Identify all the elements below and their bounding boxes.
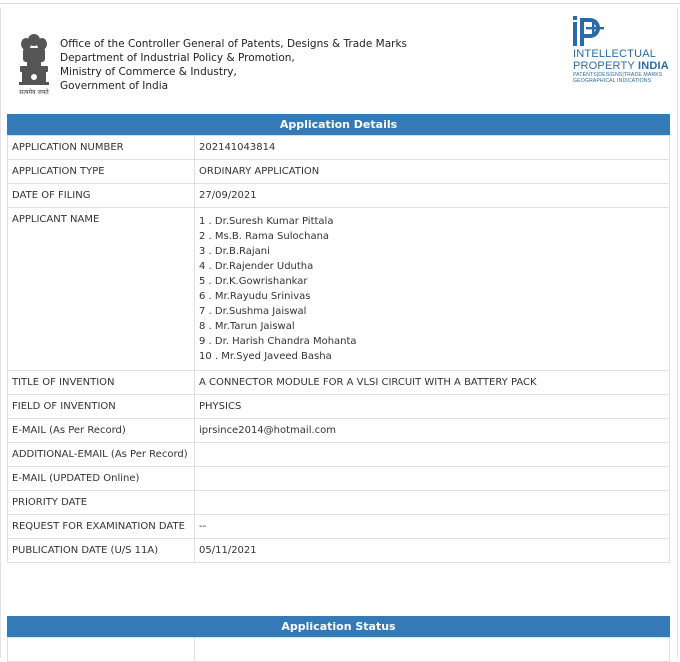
table-row [8, 160, 670, 184]
logo-line-2-plain: PROPERTY [573, 60, 638, 72]
applicant-name: 4 . Dr.Rajender Udutha [199, 261, 314, 272]
row-label: APPLICATION NUMBER [8, 136, 195, 160]
logo-line-1: INTELLECTUAL [573, 48, 657, 60]
row-label: REQUEST FOR EXAMINATION DATE [8, 515, 195, 539]
table-row [8, 467, 670, 491]
row-value: ORDINARY APPLICATION [195, 160, 670, 184]
row-value [195, 467, 670, 491]
applicant-name: 1 . Dr.Suresh Kumar Pittala [199, 216, 334, 227]
office-line: Department of Industrial Policy & Promotion, [60, 52, 295, 64]
row-value: -- [195, 515, 670, 539]
table-row [8, 395, 670, 419]
logo-line-2-bold: INDIA [637, 60, 669, 72]
logo-line-2 [573, 60, 669, 72]
table-row [8, 208, 670, 371]
application-details-title: Application Details [7, 114, 670, 135]
applicant-list [195, 208, 670, 371]
row-value: 05/11/2021 [195, 539, 670, 563]
applicant-name: 10 . Mr.Syed Javeed Basha [199, 351, 332, 362]
row-value [195, 491, 670, 515]
office-line: Ministry of Commerce & Industry, [60, 66, 237, 78]
row-label: E-MAIL (UPDATED Online) [8, 467, 195, 491]
applicant-name: 5 . Dr.K.Gowrishankar [199, 276, 308, 287]
emblem-caption: सत्यमेव जयते [19, 89, 49, 96]
row-label: DATE OF FILING [8, 184, 195, 208]
row-label: PUBLICATION DATE (U/S 11A) [8, 539, 195, 563]
national-emblem-icon [14, 30, 54, 98]
table-row [8, 443, 670, 467]
applicant-name: 9 . Dr. Harish Chandra Mohanta [199, 336, 357, 347]
row-value: PHYSICS [195, 395, 670, 419]
applicant-name: 7 . Dr.Sushma Jaiswal [199, 306, 307, 317]
applicant-name: 8 . Mr.Tarun Jaiswal [199, 321, 295, 332]
table-row [8, 515, 670, 539]
row-value: 27/09/2021 [195, 184, 670, 208]
table-row [8, 491, 670, 515]
row-label: APPLICANT NAME [8, 208, 195, 371]
row-label: ADDITIONAL-EMAIL (As Per Record) [8, 443, 195, 467]
page-header [0, 0, 680, 110]
application-status-panel [7, 616, 670, 662]
application-status-table [7, 637, 670, 662]
ip-india-logo-text [573, 49, 669, 84]
applicant-name: 6 . Mr.Rayudu Srinivas [199, 291, 311, 302]
table-row [8, 539, 670, 563]
row-label: E-MAIL (As Per Record) [8, 419, 195, 443]
application-details-table [7, 135, 670, 563]
table-row [8, 184, 670, 208]
row-label: FIELD OF INVENTION [8, 395, 195, 419]
row-label: APPLICATION TYPE [8, 160, 195, 184]
row-value: A CONNECTOR MODULE FOR A VLSI CIRCUIT WITH A BATTERY PACK [195, 371, 670, 395]
table-row [8, 371, 670, 395]
table-row [8, 419, 670, 443]
row-value: iprsince2014@hotmail.com [195, 419, 670, 443]
row-label: TITLE OF INVENTION [8, 371, 195, 395]
applicant-name: 2 . Ms.B. Rama Sulochana [199, 231, 330, 242]
logo-line-4: GEOGRAPHICAL INDICATIONS [573, 78, 652, 84]
application-details-panel [7, 114, 670, 563]
logo-line-3: PATENTS|DESIGNS|TRADE MARKS [573, 72, 663, 78]
office-address [60, 37, 407, 93]
table-row [8, 136, 670, 160]
row-value: 202141043814 [195, 136, 670, 160]
applicant-name: 3 . Dr.B.Rajani [199, 246, 270, 257]
office-line: Office of the Controller General of Patents, Designs & Trade Marks [60, 38, 407, 50]
row-label: PRIORITY DATE [8, 491, 195, 515]
office-line: Government of India [60, 80, 169, 92]
row-value [195, 443, 670, 467]
application-status-title: Application Status [7, 616, 670, 637]
